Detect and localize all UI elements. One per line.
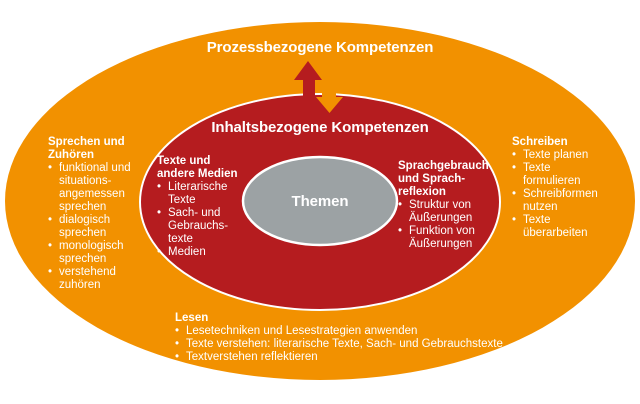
section-schreiben [512,136,630,240]
bullet-icon: • [157,207,162,219]
list-line: Äußerungen [409,212,473,224]
list-item [175,338,575,351]
bullet-icon: • [512,162,517,174]
bullet-icon: • [157,181,162,193]
list-line: Äußerungen [409,238,473,250]
center-title: Themen [291,193,349,210]
list-item [157,246,265,259]
list-line: Lesetechniken und Lesestrategien anwenden [186,325,418,337]
list-item [512,188,630,201]
outer-title: Prozessbezogene Kompetenzen [206,39,434,56]
list-line: überarbeiten [523,227,588,239]
list-line: dialogisch [59,214,111,226]
list-line: situations- [59,175,112,187]
list-item [175,351,575,364]
list-item [398,199,516,212]
list-line: Sach- und [168,207,221,219]
list-item [512,162,630,175]
list-item [48,240,168,253]
section-sprachgebrauch [398,160,516,251]
section-lesen [175,312,575,364]
list-item [48,266,168,279]
section-title-line: andere Medien [157,168,238,180]
list-line: Texte [523,214,551,226]
bullet-icon: • [48,162,53,174]
bullet-icon: • [175,351,180,363]
list-item [512,149,630,162]
bullet-icon: • [398,225,403,237]
list-line: funktional und [59,162,131,174]
list-line: monologisch [59,240,124,252]
section-title-line: Lesen [175,312,209,324]
list-line: Texte planen [523,149,589,161]
bullet-icon: • [48,214,53,226]
list-line: Gebrauchs- [168,220,229,232]
section-title-line: Zuhören [48,149,94,161]
list-line: Textverstehen reflektieren [186,351,318,363]
list-line: Funktion von [409,225,475,237]
list-line: texte [168,233,193,245]
section-title-line: Schreiben [512,136,568,148]
list-item [512,214,630,227]
list-line: verstehend [59,266,116,278]
list-line: formulieren [523,175,581,187]
section-texte-und-andere-medien [157,155,265,259]
list-line: Schreibformen [523,188,598,200]
list-item [157,207,265,220]
list-line: sprechen [59,201,107,213]
list-item [398,225,516,238]
section-title-line: und Sprach- [398,173,466,185]
list-line: Texte [523,162,551,174]
bullet-icon: • [48,240,53,252]
bullet-icon: • [512,149,517,161]
list-line: sprechen [59,253,107,265]
list-item [175,325,575,338]
list-line: Struktur von [409,199,471,211]
bullet-icon: • [157,246,162,258]
list-line: Texte [168,194,196,206]
section-title-line: Sprechen und [48,136,125,148]
inner-title: Inhaltsbezogene Kompetenzen [211,119,429,136]
list-line: angemessen [59,188,125,200]
bullet-icon: • [398,199,403,211]
bullet-icon: • [175,338,180,350]
list-item [48,162,168,175]
list-line: nutzen [523,201,558,213]
section-title-line: Sprachgebrauch [398,160,489,172]
list-line: zuhören [59,279,101,291]
bullet-icon: • [512,214,517,226]
list-line: Texte verstehen: literarische Texte, Sach- und Gebrauchstexte [186,338,503,350]
section-title-line: reflexion [398,186,446,198]
section-sprechen-und-zuhoeren [48,136,168,292]
bullet-icon: • [175,325,180,337]
list-item [48,214,168,227]
bullet-icon: • [512,188,517,200]
section-title-line: Texte und [157,155,211,167]
list-line: sprechen [59,227,107,239]
bullet-icon: • [48,266,53,278]
list-line: Medien [168,246,206,258]
list-line: Literarische [168,181,228,193]
list-item [157,181,265,194]
